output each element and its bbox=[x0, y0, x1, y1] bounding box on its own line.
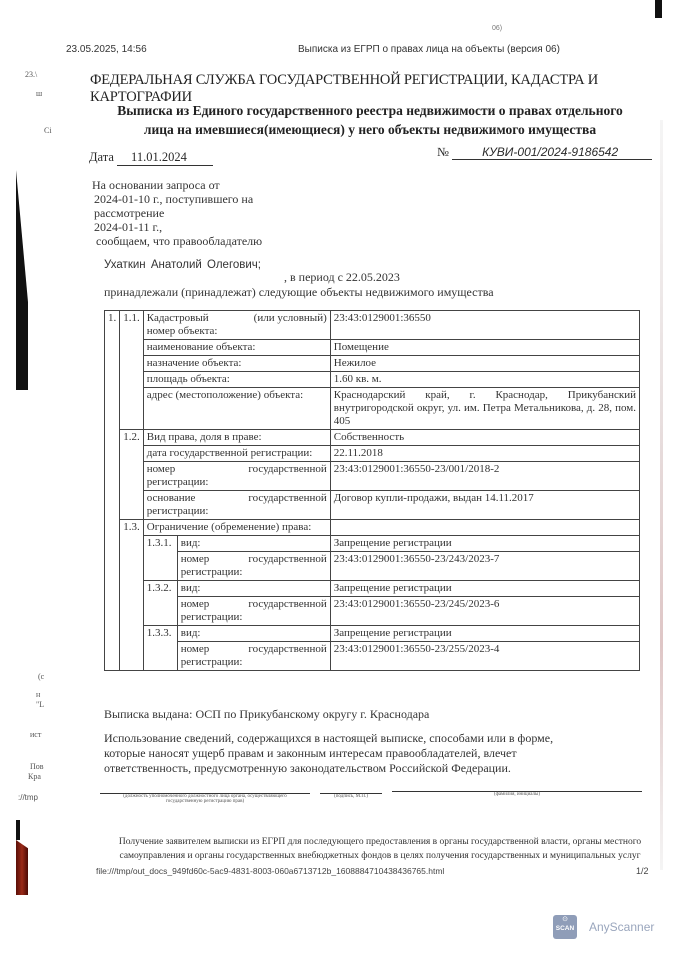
restriction-kind-label: вид: bbox=[177, 536, 330, 552]
reg-date-label: дата государственной регистрации: bbox=[143, 446, 330, 462]
restriction-number-value: 23:43:0129001:36550-23/255/2023-4 bbox=[330, 642, 639, 671]
restriction-kind-label: вид: bbox=[177, 581, 330, 597]
print-page-counter: 1/2 bbox=[636, 866, 649, 876]
belonged-text: принадлежали (принадлежат) следующие объекты недвижимого имущества bbox=[104, 285, 494, 299]
subsection-number: 1.3.1. bbox=[143, 536, 177, 581]
area-label: площадь объекта: bbox=[143, 372, 330, 388]
document-title-line-1: Выписка из Единого государственного реестра недвижимости о правах отдельного bbox=[117, 103, 623, 118]
table-row bbox=[105, 311, 640, 340]
table-row bbox=[105, 552, 640, 581]
scan-edge-shadow-left-lower bbox=[16, 820, 20, 840]
margin-fragment: "L bbox=[36, 700, 45, 709]
section-number: 1.1. bbox=[120, 311, 144, 430]
intro-line: 2024-01-10 г., поступившего на bbox=[94, 192, 254, 206]
table-row bbox=[105, 626, 640, 642]
reg-basis-value: Договор купли-продажи, выдан 14.11.2017 bbox=[330, 491, 639, 520]
margin-fragment: ш bbox=[36, 89, 43, 98]
print-file-url: file:///tmp/out_docs_949fd60c-5ac9-4831-8003-060a6713712b_1608884710438436765.html bbox=[96, 866, 445, 876]
number-label: № bbox=[437, 145, 449, 159]
ownership-period: , в период с 22.05.2023 bbox=[284, 270, 400, 284]
item-number: 1. bbox=[105, 311, 120, 671]
signature-line-position: (должность уполномоченного должностного лица органа, осуществляющего государственную регистрацию прав) bbox=[100, 793, 310, 804]
usage-warning-line: которые наносят ущерб правам и законным интересам правообладателей, влечет bbox=[104, 746, 517, 760]
print-page-title: Выписка из ЕГРП о правах лица на объекты (версия 06) bbox=[298, 44, 560, 55]
margin-fragment: ист bbox=[30, 730, 42, 739]
restriction-label: Ограничение (обременение) права: bbox=[143, 520, 330, 536]
reg-date-value: 22.11.2018 bbox=[330, 446, 639, 462]
document-title bbox=[100, 101, 640, 139]
area-value: 1.60 кв. м. bbox=[330, 372, 639, 388]
table-row bbox=[105, 581, 640, 597]
egrp-note-line: самоуправления и органы государственных внебюджетных фондов в целях получения государственных и муниципальных услуг bbox=[119, 851, 641, 861]
table-row bbox=[105, 446, 640, 462]
margin-fragment: Пов bbox=[30, 762, 44, 771]
usage-warning bbox=[104, 731, 553, 776]
date-value: 11.01.2024 bbox=[117, 150, 213, 166]
table-row bbox=[105, 520, 640, 536]
reg-number-value: 23:43:0129001:36550-23/001/2018-2 bbox=[330, 462, 639, 491]
egrp-note-line: Получение заявителем выписки из ЕГРП для последующего предоставления в органы государственной власти, органы местного bbox=[118, 837, 642, 847]
signature-line-sign: (подпись, М.П.) bbox=[320, 793, 382, 799]
right-type-label: Вид права, доля в праве: bbox=[143, 430, 330, 446]
table-row bbox=[105, 642, 640, 671]
object-name-value: Помещение bbox=[330, 340, 639, 356]
restriction-value bbox=[330, 520, 639, 536]
table-row bbox=[105, 356, 640, 372]
restriction-number-value: 23:43:0129001:36550-23/243/2023-7 bbox=[330, 552, 639, 581]
table-row bbox=[105, 372, 640, 388]
top-fragment: 06) bbox=[492, 25, 503, 32]
restriction-kind-value: Запрещение регистрации bbox=[330, 536, 639, 552]
cadastral-label: Кадастровый (или условный) номер объекта: bbox=[143, 311, 330, 340]
purpose-label: назначение объекта: bbox=[143, 356, 330, 372]
egrp-note bbox=[100, 835, 660, 863]
document-title-line-2: лица на имевшиеся(имеющиеся) у него объекты недвижимого имущества bbox=[143, 122, 597, 137]
restriction-number-label: номер государственной регистрации: bbox=[177, 597, 330, 626]
table-row bbox=[105, 462, 640, 491]
object-name-label: наименование объекта: bbox=[143, 340, 330, 356]
scan-edge-shadow-left bbox=[16, 170, 28, 390]
date-label: Дата bbox=[89, 150, 114, 164]
number-row bbox=[437, 145, 652, 160]
section-number: 1.2. bbox=[120, 430, 144, 520]
scan-edge-shadow-topright bbox=[655, 0, 662, 18]
owner-name: Ухаткин Анатолий Олегович; bbox=[104, 259, 261, 271]
number-value: КУВИ-001/2024-9186542 bbox=[452, 145, 652, 160]
usage-warning-line: Использование сведений, содержащихся в настоящей выписке, способами или в форме, bbox=[104, 731, 554, 745]
address-value: Краснодарский край, г. Краснодар, Прикубанский внутригородской округ, ул. им. Петра Метальникова, д. 28, пом. 405 bbox=[330, 388, 639, 430]
property-table bbox=[104, 310, 640, 671]
margin-fragment: Кра bbox=[28, 772, 41, 781]
usage-warning-line: ответственность, предусмотренную законодательством Российской Федерации. bbox=[104, 761, 511, 775]
margin-fragment: ://tmp bbox=[18, 793, 39, 802]
margin-fragment: н bbox=[36, 690, 41, 699]
agency-name: ФЕДЕРАЛЬНАЯ СЛУЖБА ГОСУДАРСТВЕННОЙ РЕГИСТРАЦИИ, КАДАСТРА И КАРТОГРАФИИ bbox=[90, 72, 599, 105]
restriction-number-label: номер государственной регистрации: bbox=[177, 642, 330, 671]
section-number: 1.3. bbox=[120, 520, 144, 671]
table-row bbox=[105, 430, 640, 446]
restriction-kind-value: Запрещение регистрации bbox=[330, 581, 639, 597]
margin-fragment: 23.\ bbox=[25, 70, 38, 79]
table-row bbox=[105, 597, 640, 626]
restriction-kind-value: Запрещение регистрации bbox=[330, 626, 639, 642]
issued-by: Выписка выдана: ОСП по Прикубанскому округу г. Краснодара bbox=[104, 707, 430, 721]
restriction-kind-label: вид: bbox=[177, 626, 330, 642]
cadastral-value: 23:43:0129001:36550 bbox=[330, 311, 639, 340]
intro-line: сообщаем, что правообладателю bbox=[96, 234, 263, 248]
intro-line: На основании запроса от bbox=[92, 178, 220, 192]
scan-edge-shadow-right bbox=[660, 120, 663, 870]
signature-line-name: (фамилия, инициалы) bbox=[392, 791, 642, 797]
table-row bbox=[105, 340, 640, 356]
intro-line: 2024-01-11 г., bbox=[94, 220, 163, 234]
anyscanner-logo-icon: ⊙ SCAN bbox=[553, 915, 577, 939]
reg-number-label: номер государственной регистрации: bbox=[143, 462, 330, 491]
purpose-value: Нежилое bbox=[330, 356, 639, 372]
intro-line: рассмотрение bbox=[94, 206, 165, 220]
table-row bbox=[105, 388, 640, 430]
restriction-number-label: номер государственной регистрации: bbox=[177, 552, 330, 581]
scan-edge-red-left bbox=[16, 840, 28, 895]
anyscanner-brand: AnyScanner bbox=[589, 920, 655, 934]
table-row bbox=[105, 491, 640, 520]
subsection-number: 1.3.2. bbox=[143, 581, 177, 626]
margin-fragment: Сі bbox=[44, 126, 52, 135]
subsection-number: 1.3.3. bbox=[143, 626, 177, 671]
restriction-number-value: 23:43:0129001:36550-23/245/2023-6 bbox=[330, 597, 639, 626]
right-type-value: Собственность bbox=[330, 430, 639, 446]
intro-block bbox=[92, 178, 262, 248]
margin-fragment: (с bbox=[38, 672, 45, 681]
print-timestamp: 23.05.2025, 14:56 bbox=[66, 44, 147, 55]
reg-basis-label: основание государственной регистрации: bbox=[143, 491, 330, 520]
date-row bbox=[89, 150, 213, 166]
address-label: адрес (местоположение) объекта: bbox=[143, 388, 330, 430]
table-row bbox=[105, 536, 640, 552]
